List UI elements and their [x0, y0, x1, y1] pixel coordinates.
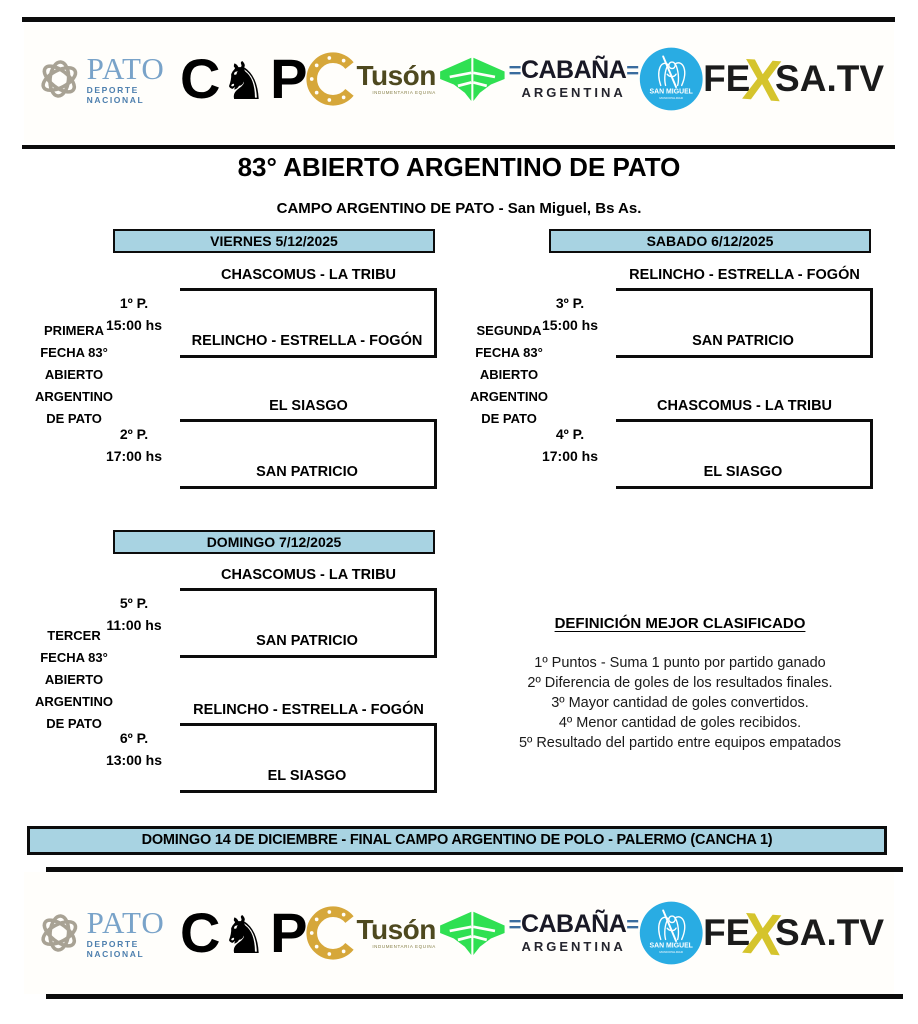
- match-6-team-top: RELINCHO - ESTRELLA - FOGÓN: [193, 702, 424, 718]
- definicion-title: DEFINICIÓN MEJOR CLASIFICADO: [554, 615, 806, 632]
- match-5-team-top: CHASCOMUS - LA TRIBU: [220, 567, 397, 583]
- cabana-argentina-logo: [509, 58, 639, 100]
- fexsa-fe: FE: [703, 58, 751, 99]
- rule-item: 2º Diferencia de goles de los resultados finales.: [527, 675, 833, 691]
- day-header-domingo: DOMINGO 7/12/2025: [113, 530, 435, 554]
- cp-letter-c: C: [180, 901, 218, 964]
- pato-wordmark: PATO: [86, 50, 165, 86]
- cp-letter-c: C: [180, 47, 218, 110]
- cp-logo: [180, 47, 305, 112]
- cabana-eq-right: =: [626, 912, 639, 937]
- san-miguel-sub: MUNICIPALIDAD: [659, 96, 683, 101]
- match-1: [105, 267, 437, 355]
- rule-item: 1º Puntos - Suma 1 punto por partido ganado: [534, 655, 826, 671]
- match-5: [106, 567, 437, 655]
- match-6-team-bottom: EL SIASGO: [267, 768, 347, 784]
- rule-item: 3º Mayor cantidad de goles convertidos.: [551, 695, 809, 711]
- tuson-tagline: INDUMENTARIA EQUINA: [372, 90, 436, 95]
- day-header-sabado: SABADO 6/12/2025: [549, 229, 871, 253]
- match-6-bracket: [180, 723, 437, 793]
- match-4-bracket: [616, 419, 873, 489]
- match-4-team-top: CHASCOMUS - LA TRIBU: [656, 398, 833, 414]
- pato-logo: [38, 904, 180, 959]
- day-header-viernes: VIERNES 5/12/2025: [113, 229, 435, 253]
- match-1-team-bottom: RELINCHO - ESTRELLA - FOGÓN: [191, 333, 423, 349]
- match-2-team-bottom: SAN PATRICIO: [256, 464, 358, 480]
- fecha-label-segunda: SEGUNDA FECHA 83° ABIERTO ARGENTINO DE PATO: [470, 323, 548, 426]
- san-miguel-seal-icon: [639, 894, 703, 972]
- match-5-team-bottom: SAN PATRICIO: [256, 633, 358, 649]
- pato-tagline: DEPORTE NACIONAL: [86, 938, 145, 959]
- fexsa-tv-logo: [703, 46, 884, 113]
- pato-emblem-icon: [38, 53, 81, 105]
- knight-icon: ♞: [220, 52, 268, 112]
- match-3-bracket: [616, 288, 873, 358]
- pato-tagline: DEPORTE NACIONAL: [86, 84, 145, 105]
- venue-subtitle: CAMPO ARGENTINO DE PATO - San Miguel, Bs As.: [276, 200, 642, 217]
- san-miguel-seal-icon: [639, 40, 703, 118]
- san-miguel-sub: MUNICIPALIDAD: [659, 950, 683, 955]
- pato-logo: [38, 50, 180, 105]
- fexsa-satv: SA.TV: [775, 58, 885, 99]
- cabana-wordmark: CABAÑA: [520, 56, 627, 84]
- match-3: [541, 267, 873, 355]
- match-1-schedule: 1º P. 15:00 hs: [105, 295, 163, 333]
- cabana-subtitle: ARGENTINA: [521, 85, 626, 100]
- tuson-logo: [304, 50, 435, 108]
- sponsor-band-bottom: [24, 872, 894, 994]
- cabana-eq-left: =: [508, 58, 521, 83]
- final-banner: DOMINGO 14 DE DICIEMBRE - FINAL CAMPO ARGENTINO DE POLO - PALERMO (CANCHA 1): [27, 826, 887, 855]
- match-3-team-top: RELINCHO - ESTRELLA - FOGÓN: [629, 267, 860, 283]
- cp-logo: [180, 901, 305, 966]
- rule-item: 5º Resultado del partido entre equipos empatados: [518, 735, 842, 751]
- fecha-label-primera: PRIMERA FECHA 83° ABIERTO ARGENTINO DE PATO: [35, 323, 113, 426]
- rule-item: 4º Menor cantidad de goles recibidos.: [558, 715, 802, 731]
- match-6: [105, 702, 437, 790]
- sponsor-row: [32, 878, 890, 988]
- cp-letter-p: P: [270, 47, 305, 110]
- tuson-wordmark: Tusón: [356, 914, 436, 945]
- match-1-bracket: [180, 288, 437, 358]
- match-4: [541, 398, 873, 486]
- header-divider: [22, 145, 895, 149]
- match-6-schedule: 6º P. 13:00 hs: [105, 730, 163, 768]
- match-1-team-top: CHASCOMUS - LA TRIBU: [220, 267, 397, 283]
- pato-wordmark: PATO: [86, 904, 165, 940]
- cabana-eq-left: =: [508, 912, 521, 937]
- match-2: [105, 398, 437, 486]
- top-divider: [22, 17, 895, 22]
- footer-bottom-divider: [46, 994, 903, 999]
- cabana-subtitle: ARGENTINA: [521, 939, 626, 954]
- pato-emblem-icon: [38, 907, 81, 959]
- match-3-schedule: 3º P. 15:00 hs: [541, 295, 599, 333]
- wings-icon: [436, 901, 509, 965]
- fexsa-tv-logo: [703, 900, 884, 967]
- tuson-wordmark: Tusón: [356, 60, 436, 91]
- definicion-rules: [440, 653, 918, 753]
- san-miguel-name: SAN MIGUEL: [649, 942, 693, 950]
- san-miguel-name: SAN MIGUEL: [649, 88, 693, 96]
- match-2-schedule: 2º P. 17:00 hs: [105, 426, 163, 464]
- match-4-schedule: 4º P. 17:00 hs: [541, 426, 599, 464]
- horseshoe-icon: [304, 50, 362, 108]
- cabana-wordmark: CABAÑA: [520, 910, 627, 938]
- match-3-team-bottom: SAN PATRICIO: [692, 333, 794, 349]
- horseshoe-icon: [304, 904, 362, 962]
- match-4-team-bottom: EL SIASGO: [703, 464, 783, 480]
- cp-letter-p: P: [270, 901, 305, 964]
- fexsa-satv: SA.TV: [775, 912, 885, 953]
- page-title: 83° ABIERTO ARGENTINO DE PATO: [237, 152, 681, 182]
- wings-icon: [436, 47, 509, 111]
- knight-icon: ♞: [220, 906, 268, 966]
- fexsa-x-icon: X: [741, 900, 785, 968]
- tuson-tagline: INDUMENTARIA EQUINA: [372, 944, 436, 949]
- sponsor-row: [32, 24, 890, 134]
- tuson-logo: [304, 904, 435, 962]
- cabana-argentina-logo: [509, 912, 639, 954]
- sponsor-band-top: [24, 24, 894, 143]
- match-5-bracket: [180, 588, 437, 658]
- fexsa-fe: FE: [703, 912, 751, 953]
- match-2-team-top: EL SIASGO: [269, 398, 348, 414]
- match-2-bracket: [180, 419, 437, 489]
- fexsa-x-icon: X: [741, 46, 785, 114]
- match-5-schedule: 5º P. 11:00 hs: [106, 595, 162, 633]
- fecha-label-tercer: TERCER FECHA 83° ABIERTO ARGENTINO DE PATO: [35, 628, 113, 731]
- cabana-eq-right: =: [626, 58, 639, 83]
